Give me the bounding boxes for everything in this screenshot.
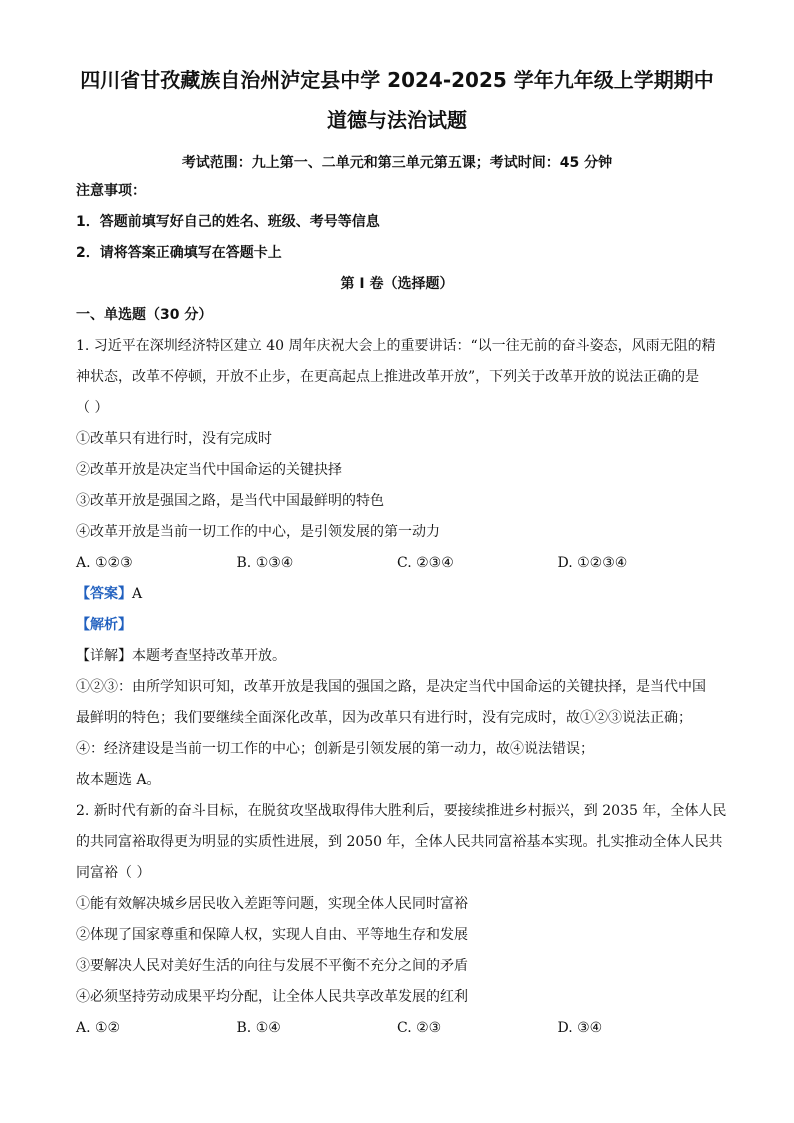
- q2-option-c: C. ②③: [397, 1020, 442, 1036]
- exam-title-line2: 道德与法治试题: [327, 108, 467, 132]
- q1-option-b: B. ①③④: [236, 555, 294, 571]
- notice-heading: 注意事项：: [76, 183, 146, 199]
- q1-explanation-1-line1: ①②③：由所学知识可知，改革开放是我国的强国之路，是决定当代中国命运的关键抉择，是当代中国: [76, 679, 706, 695]
- q2-stem-line1: 2. 新时代有新的奋斗目标，在脱贫攻坚战取得伟大胜利后，要接续推进乡村振兴，到 2035 年，全体人民: [76, 803, 727, 819]
- q1-statement-3: ③改革开放是强国之路，是当代中国最鲜明的特色: [76, 493, 384, 509]
- q2-option-b: B. ①④: [236, 1020, 281, 1036]
- volume-heading: 第 I 卷（选择题）: [340, 276, 454, 292]
- q1-option-a: A. ①②③: [76, 555, 133, 571]
- exam-scope: 考试范围：九上第一、二单元和第三单元第五课；考试时间：45 分钟: [181, 155, 613, 171]
- q2-stem-line3: 同富裕（ ）: [76, 865, 151, 881]
- part-heading: 一、单选题（30 分）: [76, 307, 213, 323]
- q1-explanation-1-line2: 最鲜明的特色；我们要继续全面深化改革，因为改革只有进行时，没有完成时，故①②③说法正确；: [76, 710, 692, 726]
- answer-tag: 【答案】: [76, 586, 132, 602]
- q1-answer: [76, 579, 718, 610]
- q1-analysis: [76, 610, 718, 641]
- q1-statement-1: ①改革只有进行时，没有完成时: [76, 431, 272, 447]
- notice-item-1: 1．答题前填写好自己的姓名、班级、考号等信息: [76, 214, 380, 230]
- exam-title-line1: 四川省甘孜藏族自治州泸定县中学 2024-2025 学年九年级上学期期中: [80, 68, 714, 92]
- q1-statement-2: ②改革开放是决定当代中国命运的关键抉择: [76, 462, 342, 478]
- q1-stem-line1: 1. 习近平在深圳经济特区建立 40 周年庆祝大会上的重要讲话：“以一往无前的奋斗姿态，风雨无阻的精: [76, 338, 716, 354]
- q2-statement-2: ②体现了国家尊重和保障人权，实现人自由、平等地生存和发展: [76, 927, 468, 943]
- q1-option-c: C. ②③④: [397, 555, 454, 571]
- q1-option-d: D. ①②③④: [557, 555, 628, 571]
- q1-answer-value: A: [132, 586, 143, 602]
- notice-item-2: 2．请将答案正确填写在答题卡上: [76, 245, 282, 261]
- q2-statement-3: ③要解决人民对美好生活的向往与发展不平衡不充分之间的矛盾: [76, 958, 468, 974]
- question-2: [76, 796, 727, 1044]
- q1-stem-line2: 神状态，改革不停顿，开放不止步，在更高起点上推进改革开放”，下列关于改革开放的说法正确的是: [76, 369, 700, 385]
- q1-options: [76, 548, 718, 579]
- q2-statement-4: ④必须坚持劳动成果平均分配，让全体人民共享改革发展的红利: [76, 989, 468, 1005]
- q2-option-d: D. ③④: [557, 1020, 603, 1036]
- q1-detail: 【详解】本题考查坚持改革开放。: [76, 648, 286, 664]
- q2-stem-line2: 的共同富裕取得更为明显的实质性进展，到 2050 年，全体人民共同富裕基本实现。扎实推动全体人民共: [76, 834, 723, 850]
- q2-options: [76, 1013, 718, 1044]
- q1-conclusion: 故本题选 A。: [76, 772, 161, 788]
- q1-statement-4: ④改革开放是当前一切工作的中心，是引领发展的第一动力: [76, 524, 440, 540]
- analysis-tag: 【解析】: [76, 617, 132, 633]
- q1-explanation-2: ④：经济建设是当前一切工作的中心；创新是引领发展的第一动力，故④说法错误；: [76, 741, 594, 757]
- q1-stem-line3: （ ）: [76, 400, 109, 416]
- q2-option-a: A. ①②: [76, 1020, 121, 1036]
- q2-statement-1: ①能有效解决城乡居民收入差距等问题，实现全体人民同时富裕: [76, 896, 468, 912]
- question-1: [76, 331, 718, 796]
